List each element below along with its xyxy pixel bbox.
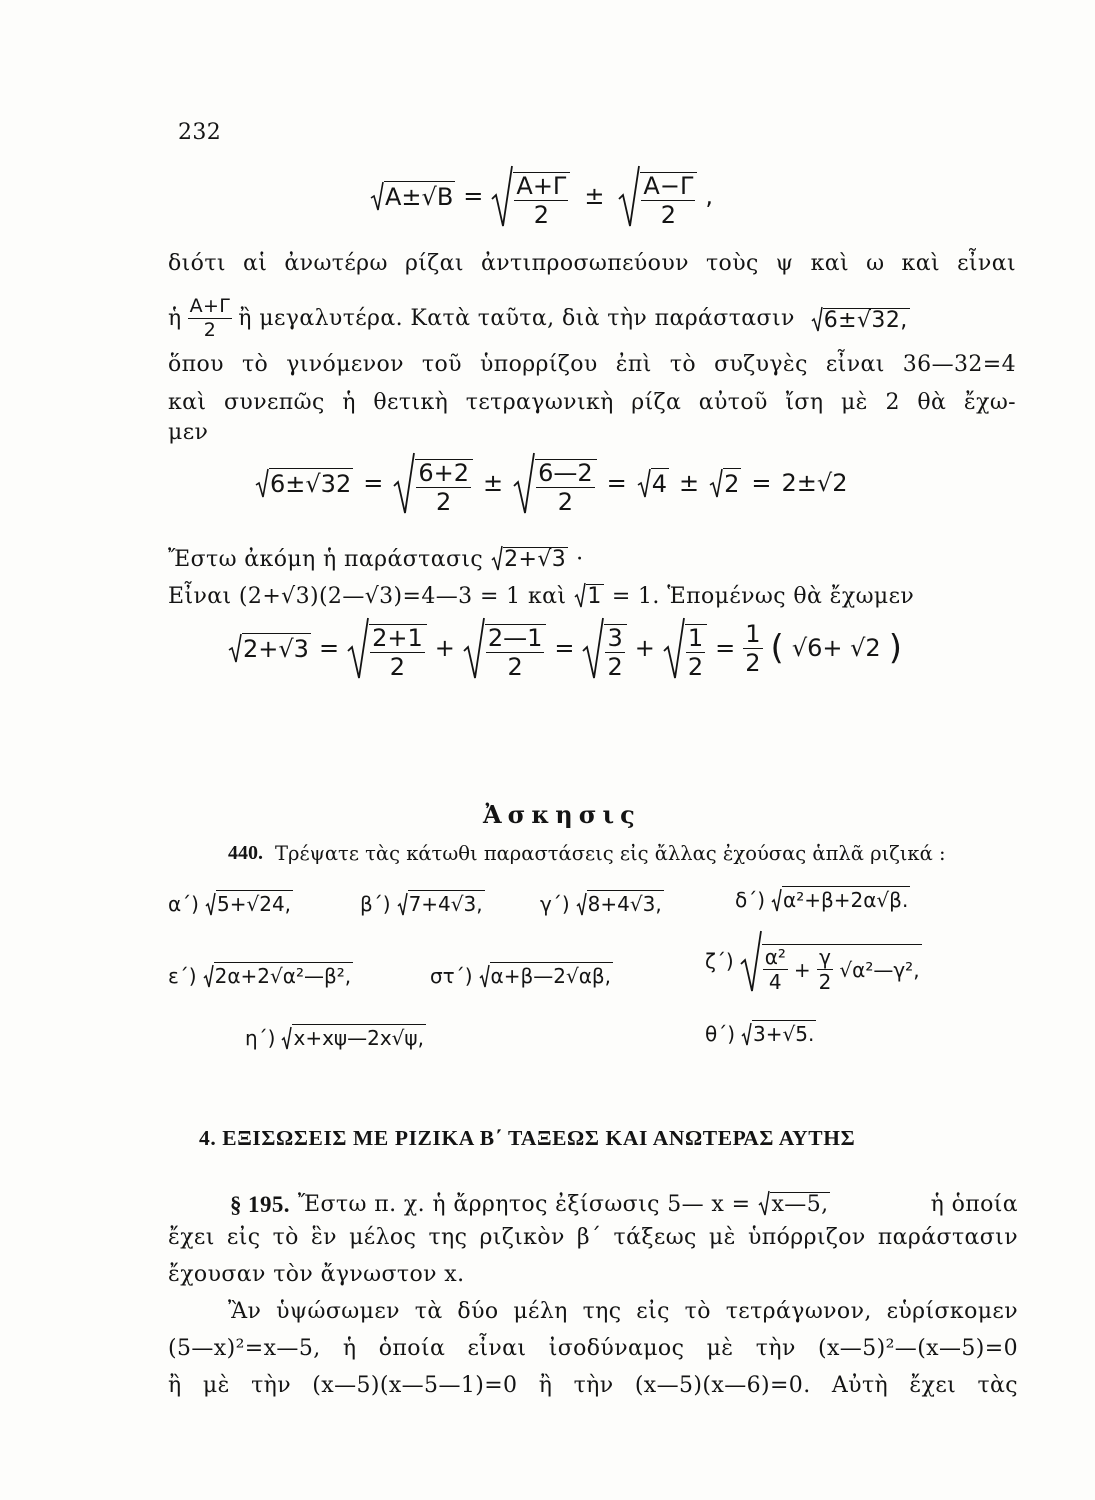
paragraph-line: διότι αἱ ἀνωτέρω ρίζαι ἀντιπροσωπεύουν τοὺς ψ καὶ ω καὶ εἶναι [168,251,1016,276]
exercise-item-d: δ΄) α²+β+2α√β. [735,888,909,912]
exercise-item-c: γ΄) 8+4√3, [540,892,662,916]
radical-fraction: $\frac{6—2}{2}$ [513,452,597,514]
paragraph-line: ἢ μὲ τὴν (x—5)(x—5—1)=0 ἢ τὴν (x—5)(x—6)=0. Αὐτὴ ἔχει τὰς [168,1373,1018,1398]
paragraph-line: Ἂν ὑψώσωμεν τὰ δύο μέλη της εἰς τὸ τετράγωνον, εὑρίσκομεν [228,1299,1018,1324]
formula-sqrt-6-pm-sqrt-32: 6±√32 = $\frac{6+2}{2}$ ± $\frac{6—2}{2}$ = 4 ± 2 = 2±√2 [255,452,847,514]
exercise-item-e: ε΄) 2α+2√α²—β², [168,964,352,988]
radical: 2+√3 [491,545,568,571]
radical: 6±√32, [811,306,910,332]
radical: 2 [709,468,741,498]
radical-fraction: $\frac{2—1}{2}$ [463,617,547,679]
exercise-item-a: α΄) 5+√24, [168,892,292,916]
radical: 2+√3 [228,633,311,663]
exercises-heading: Ἀσκησις [483,800,641,829]
paragraph-line: § 195. Ἔστω π. χ. ἡ ἄρρητος ἐξίσωσις 5— x = x—5, ἡ ὁποία [230,1192,1018,1217]
radical-fraction: $\frac{1}{2}$ [663,617,707,679]
paragraph-line: ὅπου τὸ γινόμενον τοῦ ὑπορρίζου ἐπὶ τὸ συζυγὲς εἶναι 36—32=4 [168,352,1016,377]
radical: 1 [574,582,603,608]
radical: 6±√32 [255,468,353,498]
radical-fraction: $\frac{A-\Gamma}{2}$ [618,165,697,227]
exercise-item-st: στ΄) α+β—2√αβ, [430,964,612,988]
formula-sqrt-a-pm-sqrt-b: A±√B = $\frac{A+\Gamma}{2}$ ± $\frac{A-\Gamma}{2}$ , [370,165,713,227]
paragraph-line: (5—x)²=x—5, ἡ ὁποία εἶναι ἰσοδύναμος μὲ τὴν (x—5)²—(x—5)=0 [168,1336,1018,1361]
radical: x—5, [758,1190,830,1216]
exercise-item-z: ζ΄) $\frac{\text{α²}}{4}$ + $\frac{\gamma}{2}$ √α²—γ², [705,930,922,992]
formula-sqrt-2-plus-sqrt-3: 2+√3 = $\frac{2+1}{2}$ + $\frac{2—1}{2}$ = $\frac{3}{2}$ + $\frac{1}{2}$ = $\frac{1}{2}$ ( √6+ √2 ) [228,617,902,679]
exercise-item-th: θ΄) 3+√5. [705,1022,815,1046]
paragraph-line: ἔχει εἰς τὸ ἓν μέλος της ριζικὸν β΄ τάξεως μὲ ὑπόρριζον παράστασιν [168,1225,1018,1250]
radical-fraction: $\frac{2+1}{2}$ [347,617,427,679]
radical: A±√B [370,181,455,211]
radical-fraction: $\frac{3}{2}$ [582,617,626,679]
radical-fraction: $\frac{A+\Gamma}{2}$ [491,165,570,227]
exercise-item-b: β΄) 7+4√3, [360,892,483,916]
page-number: 232 [178,120,222,145]
paragraph-line: μεν [168,420,209,445]
paragraph-line: Ἔστω ἀκόμη ἡ παράστασις 2+√3 · [168,547,584,572]
radical: 4 [637,468,669,498]
exercise-item-h: η΄) x+xψ—2x√ψ, [245,1026,424,1050]
radical-fraction: $\frac{6+2}{2}$ [393,452,473,514]
exercise-intro: 440. Τρέψατε τὰς κάτωθι παραστάσεις εἰς ἄλλας ἐχούσας ἁπλᾶ ριζικά : [228,842,946,865]
section-title: 4. ΕΞΙΣΩΣΕΙΣ ΜΕ ΡΙΖΙΚΑ Β΄ ΤΑΞΕΩΣ ΚΑΙ ΑΝΩΤΕΡΑΣ ΑΥΤΗΣ [199,1126,856,1150]
paragraph-line: Εἶναι (2+√3)(2—√3)=4—3 = 1 καὶ 1 = 1. Ἑπομένως θὰ ἔχωμεν [168,584,915,609]
paragraph-line: ἡ $\frac{A+\Gamma}{2}$ ἢ μεγαλυτέρα. Κατὰ ταῦτα, διὰ τὴν παράστασιν 6±√32, [168,295,908,341]
paragraph-line: καὶ συνεπῶς ἡ θετικὴ τετραγωνικὴ ρίζα αὐτοῦ ἴση μὲ 2 θὰ ἔχω- [168,390,1016,415]
paragraph-line: ἔχουσαν τὸν ἄγνωστον x. [168,1262,465,1287]
